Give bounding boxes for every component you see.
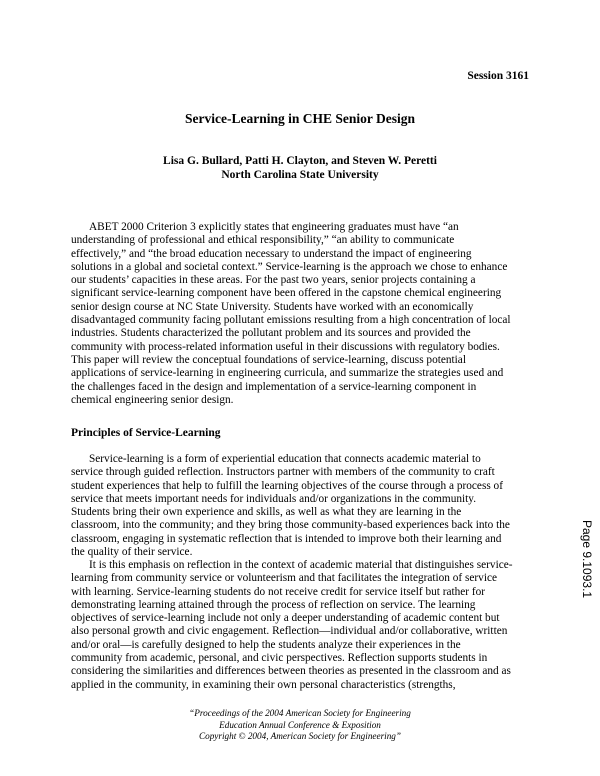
text-line: This paper will review the conceptual foundations of service-learning, discuss potential xyxy=(71,353,466,366)
text-line: our students’ capacities in these areas. For the past two years, senior projects containing a xyxy=(71,274,476,287)
text-line: service through guided reflection. Instructors partner with members of the community to craft xyxy=(71,466,495,479)
text-line: significant service-learning component have been offered in the capstone chemical engineering xyxy=(71,287,502,300)
text-line: effectively,” and “the broad education necessary to understand the impact of engineering xyxy=(71,247,472,260)
author-block xyxy=(0,154,600,182)
text-line: disadvantaged community facing pollutant emissions resulting from a high concentration of local xyxy=(71,314,511,327)
text-line: classroom, into the community; and they bring those community-based experiences back into the xyxy=(71,519,510,532)
text-line: demonstrating learning attained through the process of reflection on service. The learning xyxy=(71,598,476,611)
text-line: service that meets important needs for individuals and/or organizations in the community. xyxy=(71,492,477,505)
text-line: applied in the community, in examining their own personal characteristics (strengths, xyxy=(71,678,456,691)
text-line: industries. Students characterized the pollutant problem and its sources and provided the xyxy=(71,327,471,340)
author-names: Lisa G. Bullard, Patti H. Clayton, and Steven W. Peretti xyxy=(163,155,437,167)
text-line: the challenges faced in the design and implementation of a service-learning component in xyxy=(71,380,477,393)
text-line: also personal growth and civic engagement. Reflection—individual and/or collaborative, written xyxy=(71,625,508,638)
text-line: Service-learning is a form of experiential education that connects academic material to xyxy=(89,453,481,465)
text-line: learning from community service or volunteerism and that facilitates the integration of service xyxy=(71,572,497,585)
text-line: objectives of service-learning include not only a deeper understanding of academic content but xyxy=(71,612,500,625)
session-number: Session 3161 xyxy=(467,70,529,82)
paper-title: Service-Learning in CHE Senior Design xyxy=(184,111,415,126)
text-line: considering the similarities and differences between theories as presented in the classroom and as xyxy=(71,665,511,678)
footer-line-3: Copyright © 2004, American Society for Engineering” xyxy=(198,731,402,741)
text-line: community with process-related information useful in their discussions with regulatory bodies. xyxy=(71,340,500,353)
text-line: Students bring their own experience and skills, as well as what they are learning in the xyxy=(71,506,462,519)
text-line: solutions in a global and societal context.” Service-learning is the approach we chose to enhance xyxy=(71,260,508,273)
body-paragraph-1 xyxy=(71,453,533,559)
footer-line-1: “Proceedings of the 2004 American Society for Engineering xyxy=(189,708,411,718)
text-line: chemical engineering senior design. xyxy=(71,393,234,406)
text-line: understanding of professional and ethical responsibility,” “an ability to communicate xyxy=(71,234,455,247)
abstract-paragraph xyxy=(71,221,533,407)
text-line: community from academic, personal, and civic perspectives. Reflection supports students in xyxy=(71,652,488,665)
affiliation: North Carolina State University xyxy=(221,169,379,181)
footer-line-2: Education Annual Conference & Exposition xyxy=(219,719,381,730)
text-line: senior design course at NC State University. Students have worked with an economically xyxy=(71,300,474,313)
text-line: the quality of their service. xyxy=(71,546,193,559)
text-line: applications of service-learning in engineering curricula, and summarize the strategies used and xyxy=(71,367,504,380)
text-line: It is this emphasis on reflection in the context of academic material that distinguishes service- xyxy=(89,559,513,571)
proceedings-footer xyxy=(0,708,600,743)
section-heading: Principles of Service-Learning xyxy=(71,427,221,439)
text-line: ABET 2000 Criterion 3 explicitly states that engineering graduates must have “an xyxy=(89,221,459,233)
text-line: and/or oral—is carefully designed to help the students analyze their experiences in the xyxy=(71,638,461,651)
text-line: student experiences that help to fulfill the learning objectives of the course through a process of xyxy=(71,479,503,492)
page-number: Page 9.1093.1 xyxy=(580,520,594,599)
text-line: classroom, engaging in systematic reflection that is intended to improve both their learning and xyxy=(71,532,502,545)
text-line: with learning. Service-learning students do not receive credit for service itself but rather for xyxy=(71,585,486,598)
body-paragraph-2 xyxy=(71,559,533,692)
